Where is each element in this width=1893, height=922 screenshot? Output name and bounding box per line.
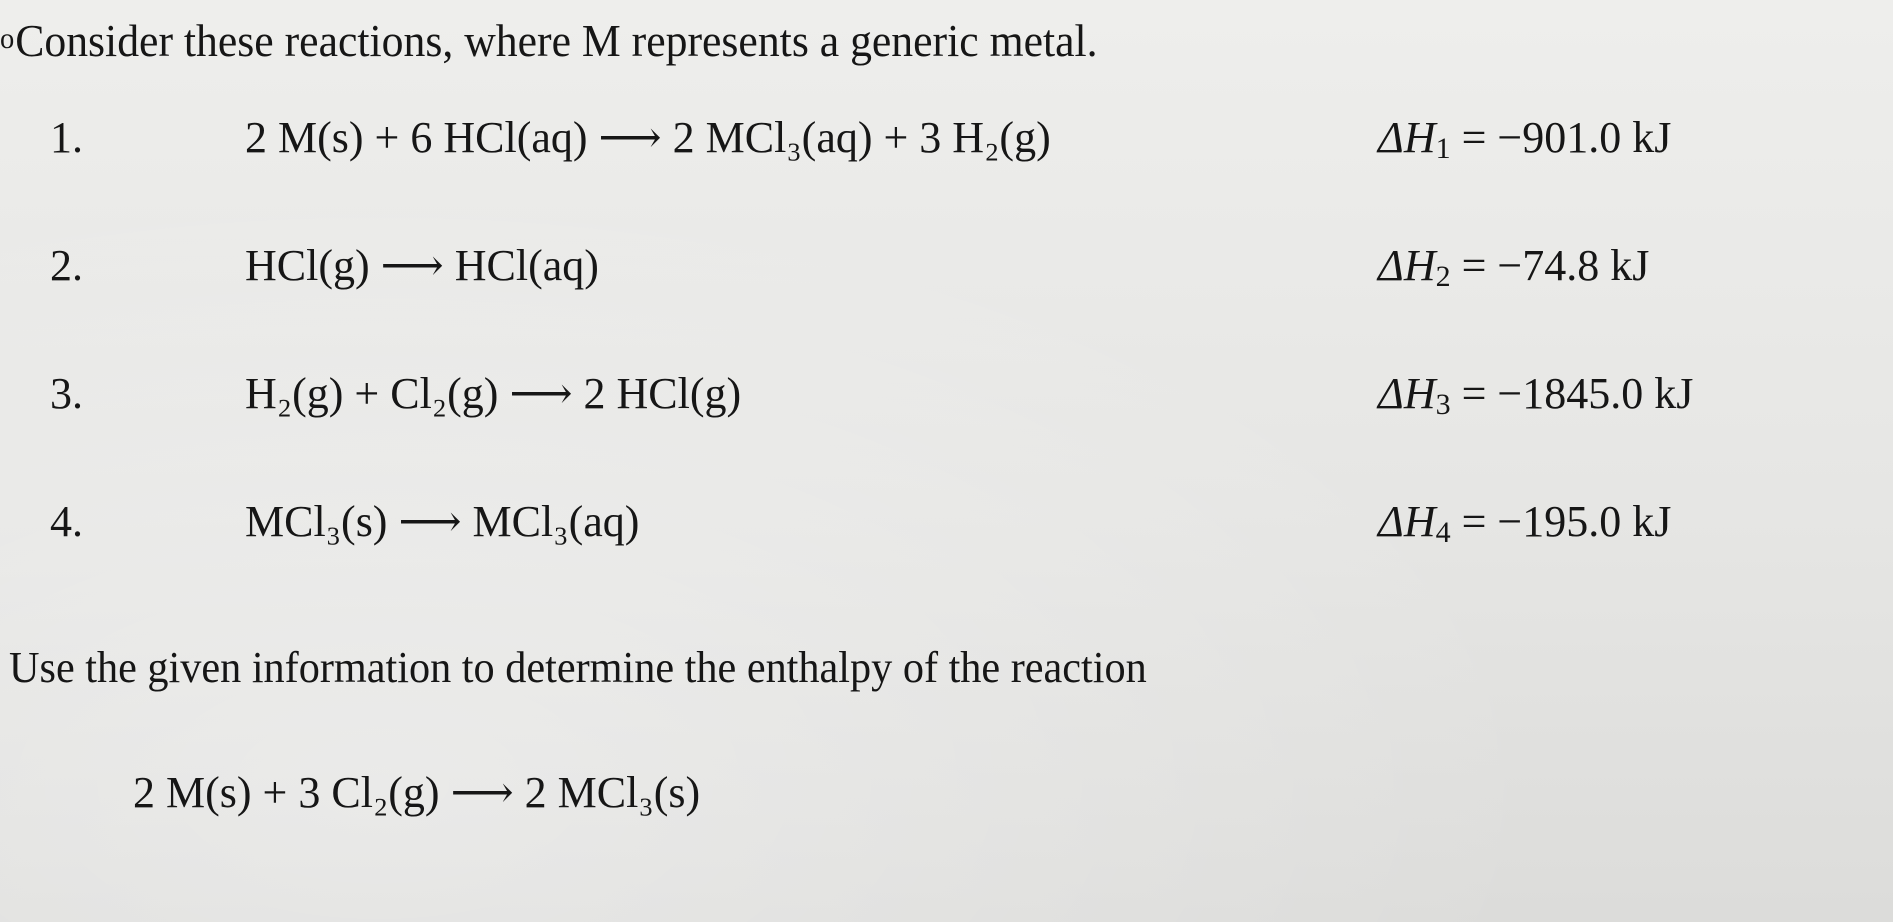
- delta-h-number: = −195.0 kJ: [1450, 497, 1672, 546]
- enthalpy-value: [1378, 496, 1671, 547]
- reaction-row-1: [0, 112, 1893, 172]
- reaction-number: 4.: [50, 497, 83, 546]
- target-reaction-equation: 2 M(s) + 3 Cl₂(g) ⟶ 2 MCl₃(s): [133, 768, 701, 817]
- delta-h-label: ΔH: [1378, 369, 1436, 418]
- reaction-equation: 2 M(s) + 6 HCl(aq) ⟶ 2 MCl₃(aq) + 3 H₂(g): [245, 113, 1051, 162]
- leading-mark: o: [0, 22, 15, 55]
- intro-text: Consider these reactions, where M represents a generic metal.: [15, 15, 1098, 66]
- enthalpy-value: [1378, 240, 1649, 291]
- question-prompt: Use the given information to determine the enthalpy of the reaction: [9, 643, 1147, 692]
- delta-h-number: = −74.8 kJ: [1450, 241, 1650, 290]
- reaction-equation: HCl(g) ⟶ HCl(aq): [245, 241, 599, 290]
- reaction-row-4: [0, 496, 1893, 556]
- enthalpy-value: [1378, 112, 1671, 163]
- delta-h-subscript: 2: [1435, 260, 1451, 293]
- reaction-number: 1.: [50, 113, 83, 162]
- delta-h-number: = −1845.0 kJ: [1450, 369, 1694, 418]
- reaction-row-3: [0, 368, 1893, 428]
- delta-h-subscript: 4: [1435, 516, 1451, 549]
- reaction-number: 3.: [50, 369, 83, 418]
- reaction-number: 2.: [50, 241, 83, 290]
- delta-h-number: = −901.0 kJ: [1450, 113, 1672, 162]
- reaction-equation: H₂(g) + Cl₂(g) ⟶ 2 HCl(g): [245, 369, 742, 418]
- delta-h-subscript: 1: [1435, 132, 1451, 165]
- delta-h-subscript: 3: [1435, 388, 1451, 421]
- reaction-equation: MCl₃(s) ⟶ MCl₃(aq): [245, 497, 640, 546]
- delta-h-label: ΔH: [1378, 241, 1436, 290]
- delta-h-label: ΔH: [1378, 113, 1436, 162]
- enthalpy-value: [1378, 368, 1693, 419]
- reaction-row-2: [0, 240, 1893, 300]
- question-intro: [0, 14, 1098, 67]
- delta-h-label: ΔH: [1378, 497, 1436, 546]
